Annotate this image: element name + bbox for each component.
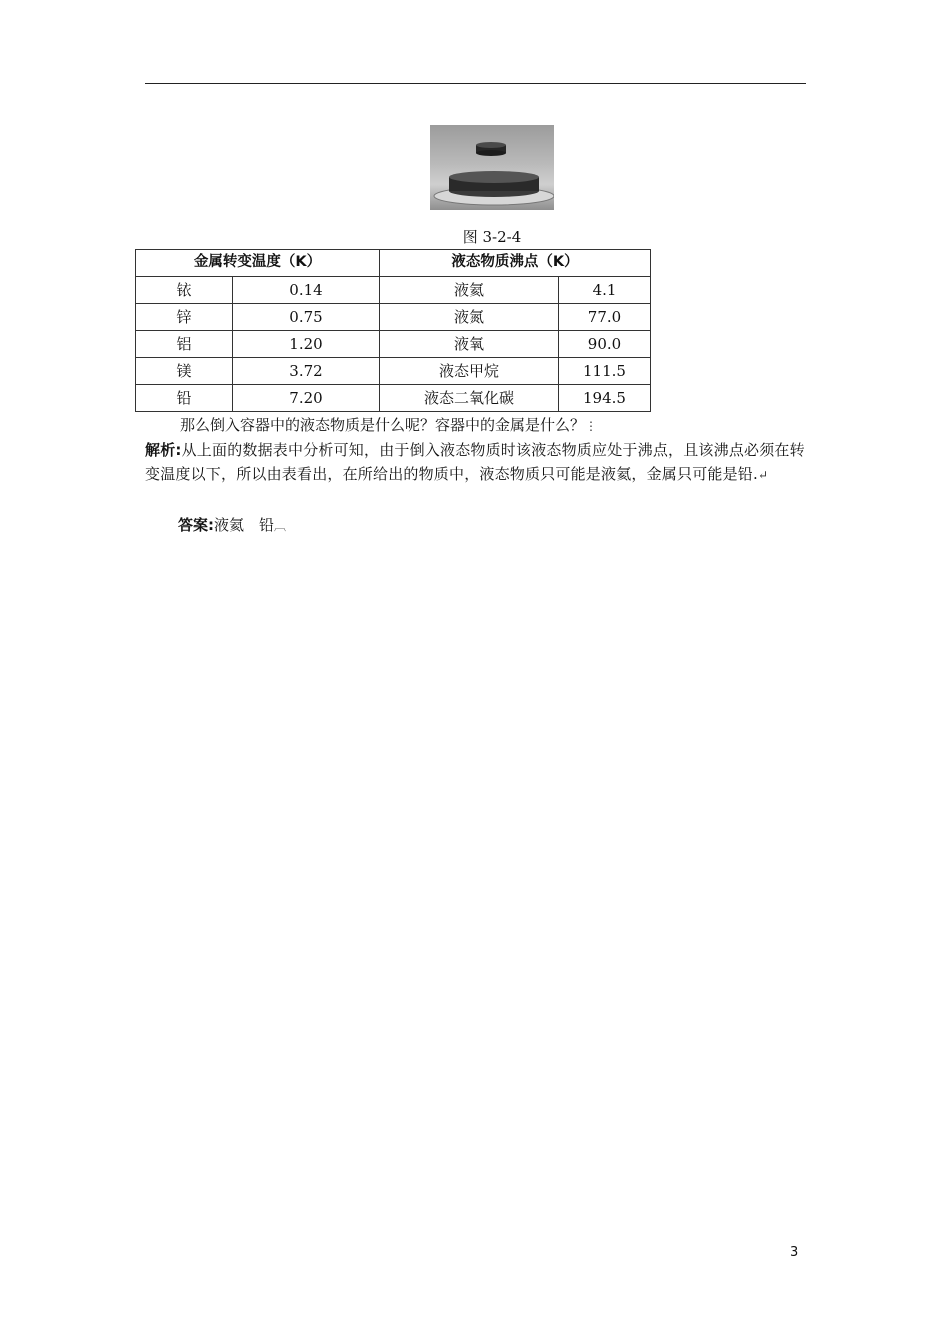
cell-metal: 铱 (136, 277, 233, 304)
question-paragraph (180, 413, 597, 438)
cell-temp: 0.75 (233, 304, 380, 331)
question-text: 那么倒入容器中的液态物质是什么呢？容器中的金属是什么？ (180, 416, 586, 434)
cell-temp: 3.72 (233, 358, 380, 385)
header-rule (145, 83, 806, 84)
cell-metal: 锌 (136, 304, 233, 331)
table-row (136, 331, 651, 358)
question-mark: ⋮ (585, 419, 598, 433)
cell-temp: 1.20 (233, 331, 380, 358)
levitating-magnet-photo (430, 125, 554, 210)
analysis-label: 解析: (145, 441, 182, 459)
cell-metal: 铝 (136, 331, 233, 358)
cell-liquid: 液氦 (380, 277, 559, 304)
cell-boil: 77.0 (559, 304, 651, 331)
answer-text: 液氦 铅 (214, 516, 275, 534)
cell-liquid: 液氮 (380, 304, 559, 331)
answer-label: 答案: (178, 516, 214, 534)
analysis-paragraph (145, 438, 810, 487)
analysis-text: 从上面的数据表中分析可知，由于倒入液态物质时该液态物质应处于沸点，且该沸点必须在转变温度以下，所以由表看出，在所给出的物质中，液态物质只可能是液氦，金属只可能是铅. (145, 441, 805, 483)
cell-boil: 90.0 (559, 331, 651, 358)
data-table (135, 249, 651, 412)
table-row (136, 358, 651, 385)
table-row (136, 277, 651, 304)
analysis-mark: ↵ (757, 468, 769, 482)
cell-temp: 0.14 (233, 277, 380, 304)
cell-temp: 7.20 (233, 385, 380, 412)
table-row (136, 304, 651, 331)
cell-boil: 4.1 (559, 277, 651, 304)
table-row (136, 385, 651, 412)
answer-mark: ︹ (274, 519, 287, 533)
header-metal-transition-temp: 金属转变温度（K） (136, 250, 380, 277)
answer-paragraph (178, 513, 286, 538)
cell-boil: 194.5 (559, 385, 651, 412)
cell-boil: 111.5 (559, 358, 651, 385)
cell-liquid: 液态二氧化碳 (380, 385, 559, 412)
cell-metal: 镁 (136, 358, 233, 385)
page-number: 3 (790, 1245, 799, 1260)
figure-caption: 图 3-2-4 (462, 228, 522, 246)
table-header-row (136, 250, 651, 277)
header-liquid-boiling-point: 液态物质沸点（K） (380, 250, 651, 277)
cell-liquid: 液氧 (380, 331, 559, 358)
cell-liquid: 液态甲烷 (380, 358, 559, 385)
cell-metal: 铅 (136, 385, 233, 412)
